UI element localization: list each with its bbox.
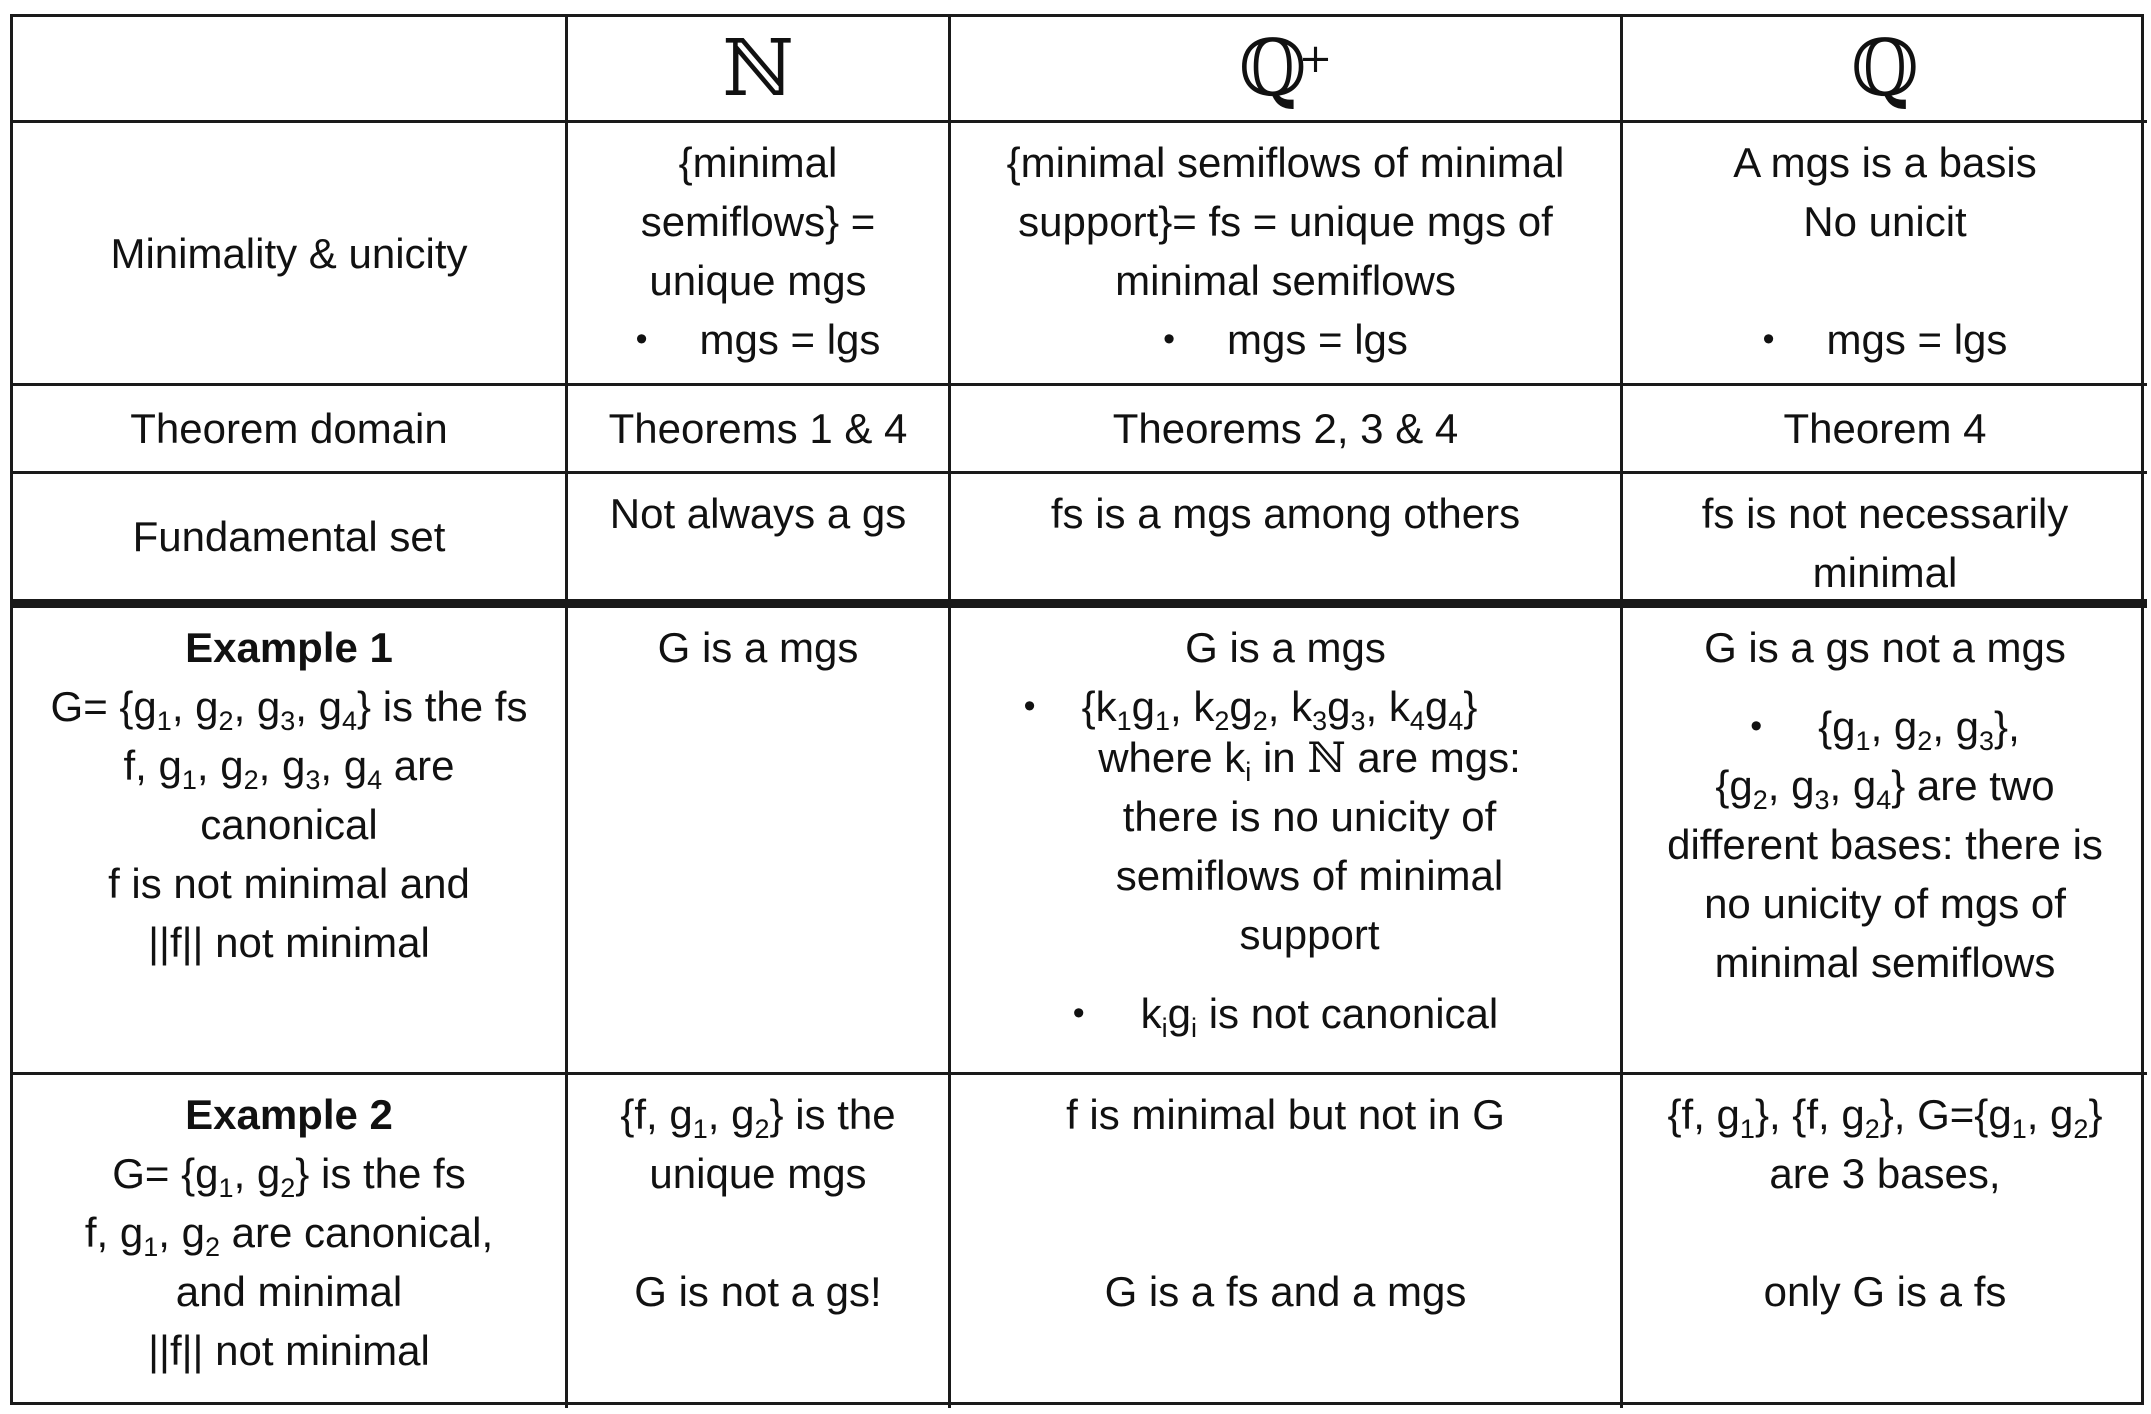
header-rationals bbox=[1623, 17, 2147, 123]
header-naturals bbox=[568, 17, 951, 123]
header-positive-rationals bbox=[951, 17, 1623, 123]
example1-description: Example 1 $G= \{g_1$, $g_2$, $g_3$, $g_4$} is the fs f, $g_1$, $g_2$, $g_3$, $g_4$ are canonical f is not minimal and ||f|| not minimal bbox=[13, 608, 568, 1075]
example2-rationals: {f, $g_1$}, {f, $g_2$}, $G=\{g_1$, $g_2$} are 3 bases, only G is a fs bbox=[1667, 1091, 2103, 1315]
row-label-minimality: Minimality & unicity bbox=[13, 123, 568, 386]
example1-g-definition: $G= \{g_1$, $g_2$, $g_3$, $g_4$} is the fs bbox=[50, 683, 528, 736]
bullet-item: • mgs = lgs bbox=[1762, 316, 2008, 363]
fundamental-positive-rationals: fs is a mgs among others bbox=[951, 474, 1623, 608]
example2-positive-rationals: f is minimal but not in G G is a fs and a mgs bbox=[951, 1075, 1623, 1408]
fundamental-rationals: fs is not necessarily minimal bbox=[1623, 474, 2147, 608]
bullet-item: • {$k_1g_1$, $k_2g_2$, $k_3g_3$, $k_4g_4$} bbox=[1023, 683, 1478, 736]
bullet-item: • mgs = lgs bbox=[1163, 316, 1408, 363]
bullet-item: • {$g_1$, $g_2$, $g_3$}, bbox=[1750, 703, 2020, 756]
theorem-positive-rationals: Theorems 2, 3 & 4 bbox=[951, 386, 1623, 474]
header-empty-cell bbox=[13, 17, 568, 123]
comparison-table bbox=[10, 14, 2144, 1405]
example1-positive-rationals: G is a mgs • {$k_1g_1$, $k_2g_2$, $k_3g_3$, $k_4g_4$} where $k_i$ in ℕ are mgs: there is no unicity of semiflows of minimal support • $k_ig_i$ is not canonical bbox=[951, 608, 1623, 1075]
positive-rationals-symbol: ℚ+ bbox=[1238, 23, 1333, 114]
example1-title: Example 1 bbox=[185, 624, 393, 671]
row-label-fundamental: Fundamental set bbox=[13, 474, 568, 608]
minimality-rationals: A mgs is a basis No unicit • mgs = lgs bbox=[1623, 123, 2147, 386]
bullet-item: • mgs = lgs bbox=[635, 316, 881, 363]
example2-title: Example 2 bbox=[185, 1091, 393, 1138]
example2-description: Example 2 $G= \{g_1$, $g_2$} is the fs f, $g_1$, $g_2$ are canonical, and minimal ||f|| not minimal bbox=[13, 1075, 568, 1408]
example1-naturals: G is a mgs bbox=[568, 608, 951, 1075]
theorem-naturals: Theorems 1 & 4 bbox=[568, 386, 951, 474]
fundamental-naturals: Not always a gs bbox=[568, 474, 951, 608]
example2-naturals: {f, $g_1$, $g_2$} is the unique mgs G is not a gs! bbox=[568, 1075, 951, 1408]
rationals-symbol: ℚ bbox=[1851, 23, 1919, 114]
theorem-rationals: Theorem 4 bbox=[1623, 386, 2147, 474]
row-label-theorem: Theorem domain bbox=[13, 386, 568, 474]
minimality-positive-rationals: {minimal semiflows of minimal support}= fs = unique mgs of minimal semiflows • mgs = lgs bbox=[951, 123, 1623, 386]
bullet-item: • $k_ig_i$ is not canonical bbox=[1072, 990, 1499, 1043]
naturals-symbol: ℕ bbox=[722, 23, 794, 114]
example1-rationals: G is a gs not a mgs • {$g_1$, $g_2$, $g_3$}, {$g_2$, $g_3$, $g_4$} are two different bases: there is no unicity of mgs of minimal semiflows bbox=[1623, 608, 2147, 1075]
minimality-naturals: {minimal semiflows} = unique mgs • mgs = lgs bbox=[568, 123, 951, 386]
